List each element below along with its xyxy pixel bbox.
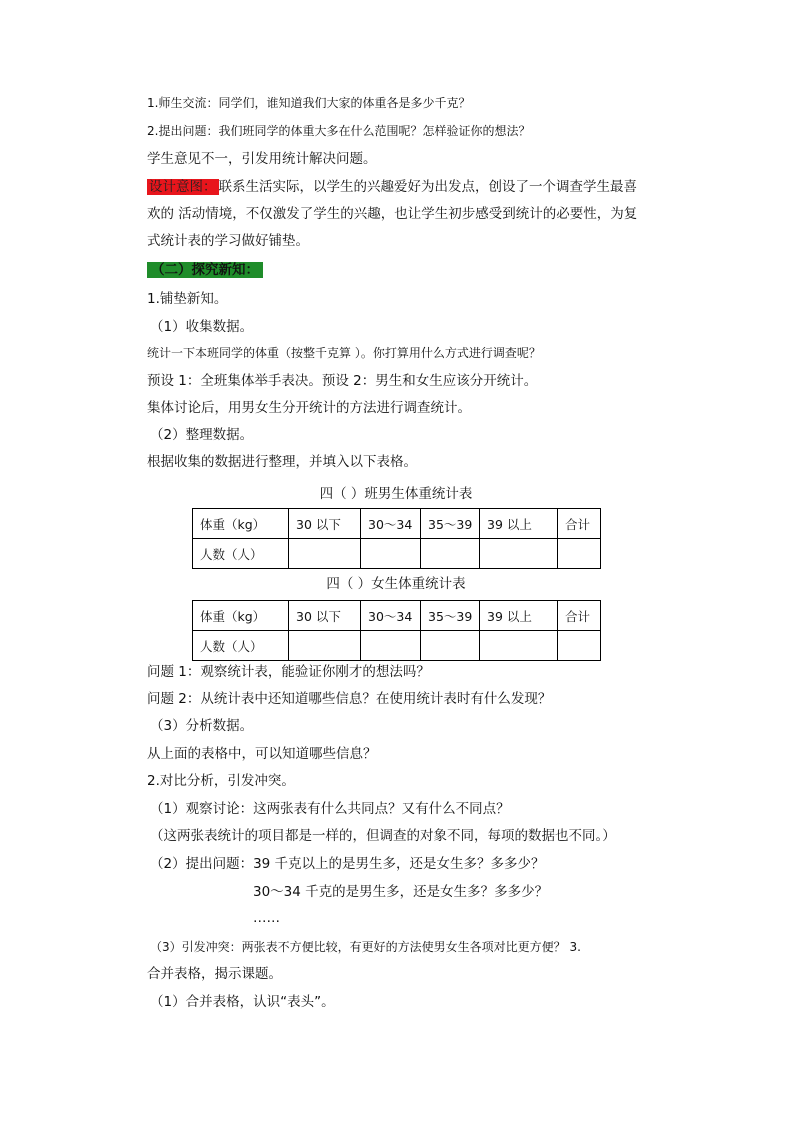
line-ellipsis: …… (253, 910, 280, 926)
line-observe-discuss: （1）观察讨论：这两张表有什么共同点？又有什么不同点？ (150, 801, 510, 817)
table-header-row (193, 601, 601, 631)
design-intent-text: 联系生活实际，以学生的兴趣爱好为出发点，创设了一个调查学生最喜欢的 活动情境，不仅激发了学生的兴趣，也让学生初步感受到统计的必要性，为复式统计表的学习做好铺垫。 (147, 179, 638, 249)
section-heading (147, 261, 263, 279)
table-cell (558, 539, 601, 569)
table-cell: 30 以下 (289, 509, 361, 539)
line-teacher-student-talk: 1.师生交流：同学们，谁知道我们大家的体重各是多少千克？ (147, 96, 471, 110)
table-cell: 30 以下 (289, 601, 361, 631)
line-weigh-class: 统计一下本班同学的体重（按整千克算 ）。你打算用什么方式进行调查呢？ (147, 346, 541, 360)
table-cell: 合计 (558, 509, 601, 539)
line-ask-39kg: （2）提出问题：39 千克以上的是男生多，还是女生多？多多少？ (150, 856, 545, 872)
table-row (193, 539, 601, 569)
table-cell: 合计 (558, 601, 601, 631)
line-organize-data: （2）整理数据。 (150, 427, 254, 443)
line-presets: 预设 1：全班集体举手表决。预设 2：男生和女生应该分开统计。 (147, 373, 538, 389)
table-cell: 体重（kg） (193, 509, 289, 539)
table-cell (558, 631, 601, 661)
boys-weight-table (192, 508, 601, 569)
table-cell (480, 539, 558, 569)
table-header-row (193, 509, 601, 539)
table-cell: 30～34 (361, 601, 421, 631)
girls-weight-table (192, 600, 601, 661)
section-tag: （二）探究新知： (147, 262, 263, 278)
line-ask-question: 2.提出问题：我们班同学的体重大多在什么范围呢？怎样验证你的想法？ (147, 124, 531, 138)
table-cell (361, 631, 421, 661)
line-compare-analysis: 2.对比分析，引发冲突。 (147, 773, 295, 789)
table-cell: 35～39 (421, 601, 480, 631)
girls-table-caption: 四（ ）女生体重统计表 (326, 576, 466, 592)
table-cell (421, 539, 480, 569)
table-cell: 39 以上 (480, 601, 558, 631)
line-question-1: 问题 1：观察统计表，能验证你刚才的想法吗？ (147, 664, 430, 680)
table-cell (361, 539, 421, 569)
table-cell (289, 631, 361, 661)
line-opinions: 学生意见不一，引发用统计解决问题。 (147, 151, 377, 167)
table-cell (421, 631, 480, 661)
table-row (193, 631, 601, 661)
line-fill-table: 根据收集的数据进行整理，并填入以下表格。 (147, 454, 417, 470)
line-merge-tables: 合并表格，揭示课题。 (147, 966, 282, 982)
table-cell (289, 539, 361, 569)
table-cell: 35～39 (421, 509, 480, 539)
line-tables-explanation: （这两张表统计的项目都是一样的，但调查的对象不同，每项的数据也不同。） (150, 828, 616, 844)
table-cell: 39 以上 (480, 509, 558, 539)
design-intent-tag: 设计意图： (149, 179, 217, 195)
boys-table-caption: 四（ ）班男生体重统计表 (319, 486, 473, 502)
line-collect-data: （1）收集数据。 (150, 319, 254, 335)
line-ask-30-34kg: 30～34 千克的是男生多，还是女生多？多多少？ (253, 884, 549, 900)
design-intent-paragraph (147, 174, 647, 255)
line-what-info: 从上面的表格中，可以知道哪些信息？ (147, 746, 377, 762)
line-analyze-data: （3）分析数据。 (150, 718, 254, 734)
line-group-discussion: 集体讨论后，用男女生分开统计的方法进行调查统计。 (147, 400, 471, 416)
table-cell: 人数（人） (193, 539, 289, 569)
table-cell: 人数（人） (193, 631, 289, 661)
line-question-2: 问题 2：从统计表中还知道哪些信息？在使用统计表时有什么发现？ (147, 691, 552, 707)
table-cell (480, 631, 558, 661)
table-cell: 体重（kg） (193, 601, 289, 631)
line-trigger-conflict: （3）引发冲突：两张表不方便比较，有更好的方法使男女生各项对比更方便？ 3. (150, 940, 581, 954)
line-table-header-concept: （1）合并表格，认识“表头”。 (150, 994, 335, 1010)
line-prep-new-knowledge: 1.铺垫新知。 (147, 291, 228, 307)
table-cell: 30～34 (361, 509, 421, 539)
